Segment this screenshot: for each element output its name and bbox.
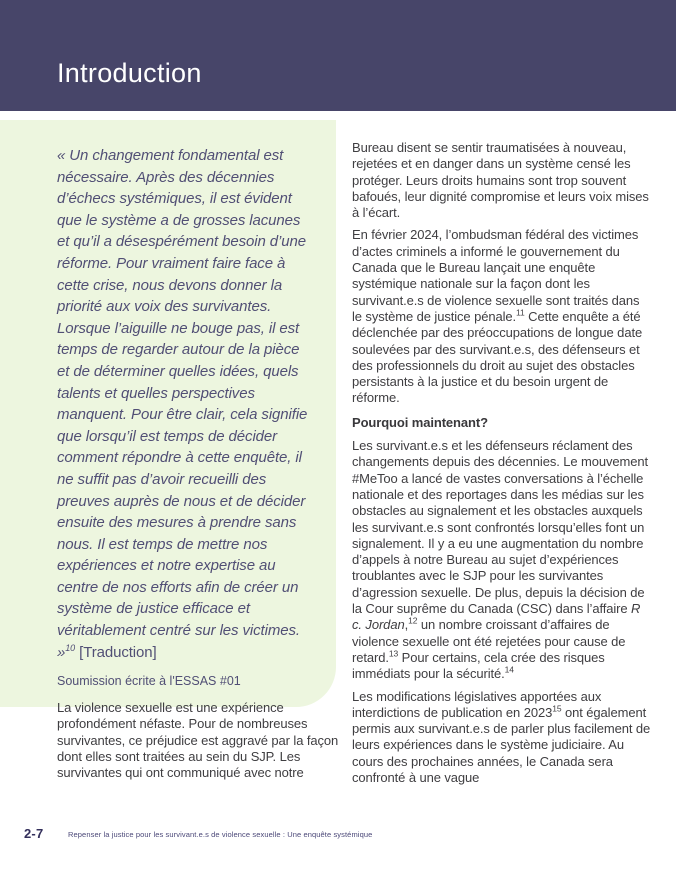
body-paragraph-1: Bureau disent se sentir traumatisées à nouveau, rejetées et en danger dans un système censé les protéger. Leurs droits humains sont trop souvent bafoués, leur dignité compromise et leurs voix mises à l’écart. — [352, 140, 649, 221]
paragraph-3-text-cont1: un nombre croissant d’affaires de violence sexuelle ont été rejetées pour cause de retard. — [352, 617, 626, 665]
footnote-ref-14: 14 — [504, 664, 514, 675]
quote-footnote-ref: 10 — [65, 642, 76, 653]
paragraph-3-text-cont2: Pour certains, cela crée des risques immédiats pour la sécurité. — [352, 649, 605, 682]
footnote-ref-13: 13 — [388, 648, 399, 659]
footnote-ref-15: 15 — [552, 703, 562, 714]
quote-attribution: Soumission écrite à l'ESSAS #01 — [57, 674, 241, 689]
page-title: Introduction — [57, 58, 202, 88]
paragraph-2-text-cont: Cette enquête a été déclenchée par des préoccupations de longue date soulevées par des survivant.e.s, des défenseurs et des professionnels du droit au sujet des obstacles persistants à la justice et du besoin urgent de réforme. — [352, 308, 643, 406]
paragraph-3-text: Les survivant.e.s et les défenseurs réclament des changements depuis des décennies. Le mouvement #MeToo a lancé de vastes conversations à l’échelle nationale et des reportages dans les médias sur les obstacles au signalement et les obstacles auxquels les survivant.e.s sont confrontés lorsqu’elles font un signalement. Il y a eu une augmentation du nombre d’appels à notre Bureau au sujet d’expériences troublantes avec le SJP pour les survivantes d’agression sexuelle. De plus, depuis la décision de la Cour suprême du Canada (CSC) dans l’affaire — [352, 438, 649, 617]
footnote-ref-12: 12 — [408, 615, 418, 626]
paragraph-4-text: Les modifications législatives apportées aux interdictions de publication en 2023 — [352, 688, 602, 720]
right-column — [352, 140, 652, 792]
quote-translation-note: [Traduction] — [75, 643, 157, 661]
subheading-pourquoi-maintenant: Pourquoi maintenant? — [352, 414, 488, 430]
case-name-italic: R c. Jordan — [352, 601, 641, 633]
paragraph-4-text-cont: ont également permis aux survivant.e.s de parler plus facilement de leurs expériences dans le système judiciaire. Au cours des prochaines années, le Canada sera confronté à une vague — [352, 704, 651, 785]
left-column-paragraph: La violence sexuelle est une expérience profondément néfaste. Pour de nombreuses survivantes, ce préjudice est aggravé par la façon dont elles sont traitées au sein du SJP. Les survivantes qui ont communiqué avec notre — [57, 700, 339, 781]
quote-text — [57, 145, 314, 663]
paragraph-3-comma: , — [404, 617, 409, 633]
quote-body: « Un changement fondamental est nécessaire. Après des décennies d’échecs systémiques, il est évident que le système a de grosses lacunes et qu’il a désespérément besoin d’une réforme. Pour vraiment faire face à cette crise, nous devons donner la priorité aux voix des survivantes. Lorsque l’aiguille ne bouge pas, il est temps de regarder autour de la pièce et de déterminer quelles idées, quels talents et quelles perspectives manquent. Pour être clair, cela signifie que lorsqu’il est temps de décider comment répondre à cette enquête, il ne suffit pas d’avoir recueilli des preuves auprès de nous et de décider ensuite des mesures à prendre sans nous. Il est temps de mettre nos expériences et notre expertise au centre de nos efforts afin de créer un système de justice efficace et véritablement centré sur les victimes. » — [57, 147, 308, 661]
paragraph-2-text: En février 2024, l’ombudsman fédéral des victimes d’actes criminels a informé le gouvernement du Canada que le Bureau lançait une enquête systémique nationale sur la façon dont les survivant.e.s de violence sexuelle sont traités dans le système de justice pénale. — [352, 227, 640, 324]
page-header — [0, 0, 676, 111]
body-paragraph-2 — [352, 227, 652, 406]
pull-quote-box — [0, 120, 336, 707]
footnote-ref-11: 11 — [516, 307, 525, 318]
page-footer — [0, 824, 676, 848]
page-number: 2-7 — [24, 826, 44, 841]
body-paragraph-3 — [352, 438, 652, 682]
footer-report-title: Repenser la justice pour les survivant.e.s de violence sexuelle : Une enquête systémique — [68, 830, 373, 839]
body-paragraph-4 — [352, 689, 652, 787]
